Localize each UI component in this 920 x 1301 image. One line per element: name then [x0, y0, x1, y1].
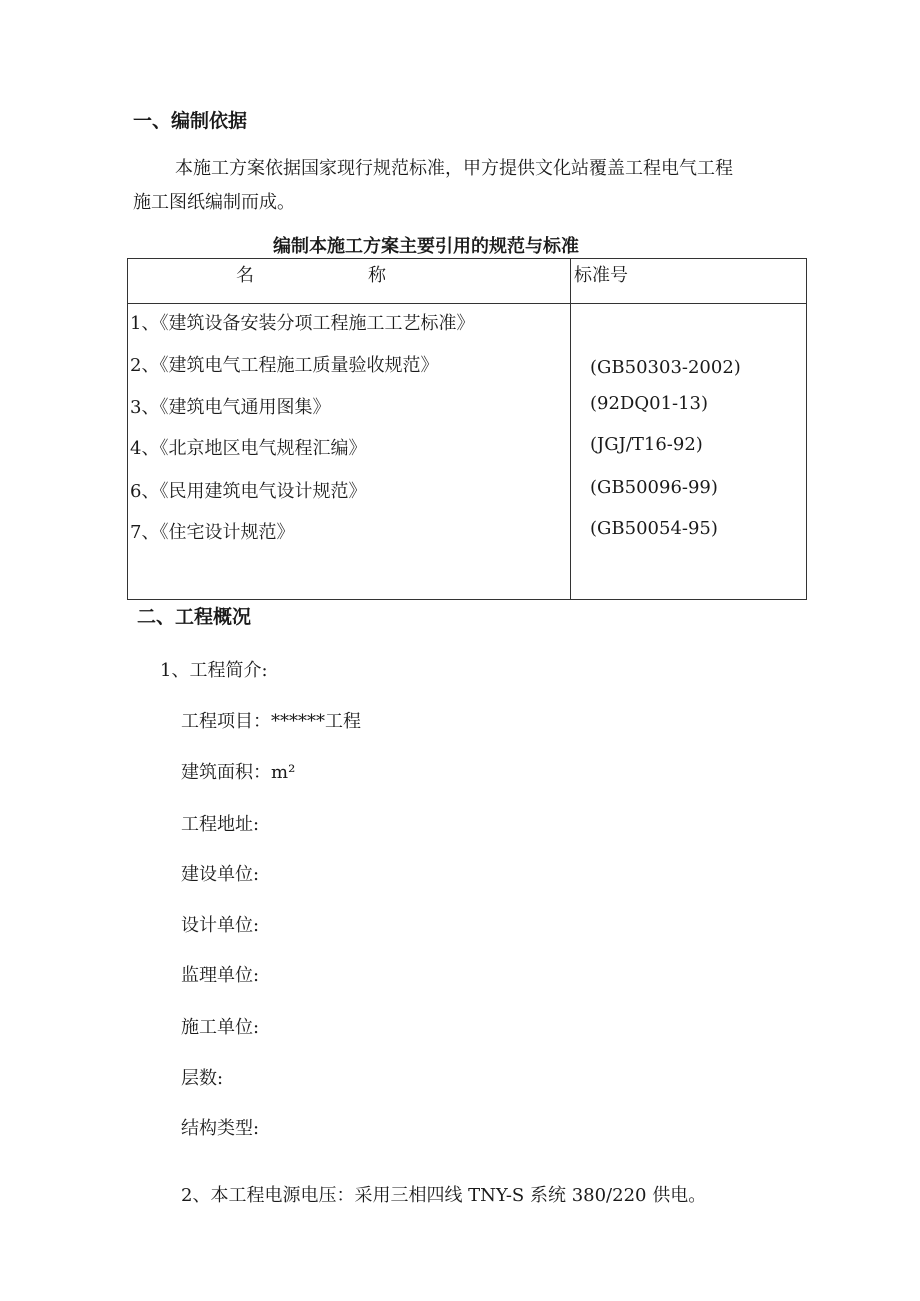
table-row-std: (GB50054-95): [590, 518, 718, 539]
table-header-divider: [128, 303, 806, 304]
table-row-std: (GB50096-99): [590, 477, 718, 498]
paragraph-line-2: 施工图纸编制而成。: [133, 192, 295, 213]
paragraph-line-1: 本施工方案依据国家现行规范标准，甲方提供文化站覆盖工程电气工程: [175, 158, 733, 179]
table-row-name: 2、《建筑电气工程施工质量验收规范》: [130, 355, 439, 376]
table-row-name: 1、《建筑设备安装分项工程施工工艺标准》: [130, 313, 475, 334]
project-field: 建筑面积：m²: [181, 762, 296, 783]
project-field: 工程地址:: [181, 814, 260, 835]
subsection1-title: 1、工程简介:: [160, 660, 268, 681]
table-row-name: 6、《民用建筑电气设计规范》: [130, 481, 367, 502]
section1-paragraph: [133, 152, 733, 220]
header-standard-no: 标准号: [574, 265, 628, 286]
table-row-name: 7、《住宅设计规范》: [130, 522, 295, 543]
project-field: 施工单位:: [181, 1017, 260, 1038]
reference-table: [127, 258, 807, 600]
section1-title: 一、编制依据: [133, 110, 248, 132]
project-field: 设计单位:: [181, 915, 260, 936]
table-row-name: 3、《建筑电气通用图集》: [130, 397, 331, 418]
table-row-name: 4、《北京地区电气规程汇编》: [130, 438, 367, 459]
table-column-divider: [570, 259, 571, 599]
header-name-char-1: 名: [236, 265, 254, 286]
table-row-std: (JGJ/T16-92): [590, 434, 703, 455]
table-row-std: (GB50303-2002): [590, 357, 741, 378]
subsection2-power-supply: 2、本工程电源电压：采用三相四线 TNY-S 系统 380/220 供电。: [181, 1185, 707, 1206]
project-field: 监理单位:: [181, 965, 260, 986]
header-name-char-2: 称: [368, 265, 386, 286]
project-field: 结构类型:: [181, 1118, 260, 1139]
section2-title: 二、工程概况: [137, 606, 252, 628]
project-field: 工程项目：******工程: [181, 711, 361, 732]
table-row-std: (92DQ01-13): [590, 393, 709, 414]
table-caption: 编制本施工方案主要引用的规范与标准: [273, 236, 579, 257]
project-field: 层数:: [181, 1068, 224, 1089]
project-field: 建设单位:: [181, 864, 260, 885]
